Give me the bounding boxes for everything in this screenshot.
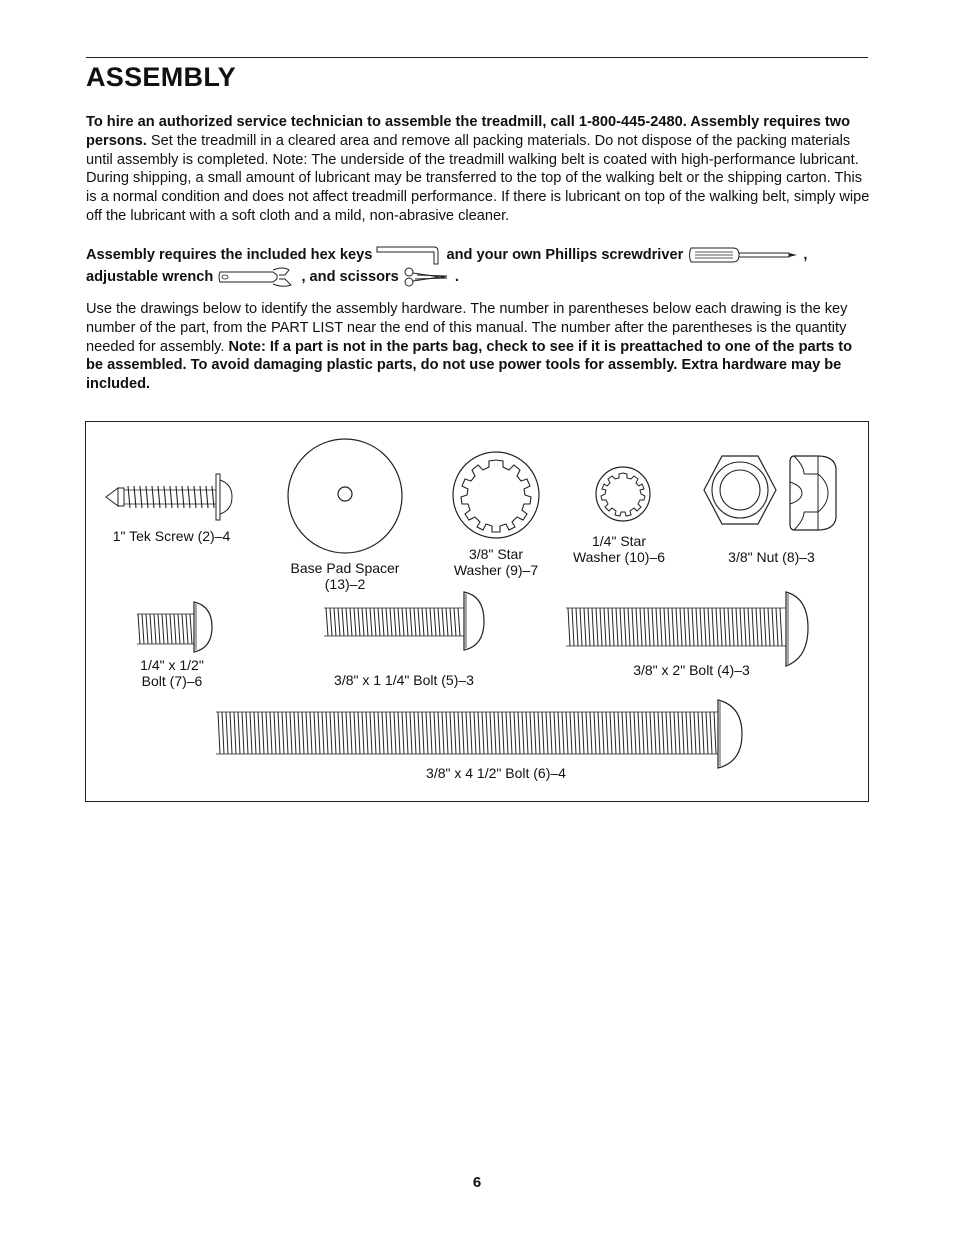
page-number: 6 [472, 1174, 482, 1191]
tools-paragraph [86, 244, 870, 288]
page-title: ASSEMBLY [86, 62, 236, 92]
bolt-38x2-label: 3/8" x 2" Bolt (4)–3 [633, 662, 750, 678]
hardware-identification-box [85, 421, 869, 802]
tools-text-1: Assembly requires the included hex keys [86, 246, 373, 263]
adjustable-wrench-icon [217, 266, 297, 288]
header-rule [86, 57, 868, 58]
base-pad-spacer-label-2: (13)–2 [324, 576, 366, 592]
base-pad-spacer-drawing [286, 437, 404, 555]
instructions-note: Note: If a part is not in the parts bag, check to see if it is preattached to one of the parts to be assembled. To avoid damaging plastic parts, do not use power tools for assembly. Extra hardware may be included. [86, 338, 853, 393]
star-washer-14-label-2: Washer (10)–6 [572, 549, 666, 565]
bolt-38x114-drawing [322, 590, 488, 652]
intro-paragraph [86, 113, 870, 226]
tek-screw-drawing [104, 472, 234, 522]
bolt-14x12-drawing [134, 600, 216, 654]
bolt-14x12-label-2: Bolt (7)–6 [141, 673, 203, 689]
bolt-38x2-drawing [564, 590, 812, 670]
bolt-38x114-label: 3/8" x 1 1/4" Bolt (5)–3 [334, 672, 474, 688]
bolt-14x12-label-1: 1/4" x 1/2" [140, 657, 204, 673]
bolt-38x412-drawing [214, 698, 746, 770]
nut-front-drawing [702, 452, 778, 528]
star-washer-38-label-2: Washer (9)–7 [453, 562, 539, 578]
nut-side-drawing [788, 452, 840, 536]
tools-text-4: adjustable wrench [86, 268, 214, 285]
tek-screw-label: 1" Tek Screw (2)–4 [112, 528, 231, 544]
tools-text-6: . [454, 268, 459, 285]
tools-text-2: and your own Phillips screwdriver [446, 246, 684, 263]
scissors-icon [403, 266, 451, 288]
intro-body: Set the treadmill in a cleared area and remove all packing materials. Do not dispose of the packing materials until assembly is completed. Note: The underside of the treadmill walking belt is coated with high-performance lubricant. During shipping, a small amount of lubricant may be transferred to the top of the walking belt or the shipping carton. This is a normal condition and does not affect treadmill performance. If there is lubricant on top of the walking belt, simply wipe off the lubricant with a soft cloth and a mild, non-abrasive cleaner. [86, 132, 870, 224]
star-washer-38-drawing [451, 450, 541, 540]
tools-text-5: , and scissors [301, 268, 399, 285]
star-washer-14-drawing [594, 465, 652, 523]
tools-text-3: , [803, 246, 808, 263]
base-pad-spacer-label-1: Base Pad Spacer [290, 560, 400, 576]
instructions-body: Use the drawings below to identify the assembly hardware. The number in parentheses below each drawing is the key number of the part, from the PART LIST near the end of this manual. The number after the parentheses is the quantity needed for assembly. [86, 301, 848, 355]
bolt-38x412-label: 3/8" x 4 1/2" Bolt (6)–4 [426, 765, 566, 781]
instructions-paragraph [86, 300, 870, 394]
phillips-screwdriver-icon [687, 246, 799, 264]
star-washer-38-label-1: 3/8" Star [469, 546, 523, 562]
star-washer-14-label-1: 1/4" Star [592, 533, 646, 549]
hex-key-icon [376, 244, 442, 266]
service-call-note: To hire an authorized service technician to assemble the treadmill, call 1-800-445-2480. Assembly requires two persons. [86, 114, 851, 149]
nut-label: 3/8" Nut (8)–3 [728, 549, 815, 565]
